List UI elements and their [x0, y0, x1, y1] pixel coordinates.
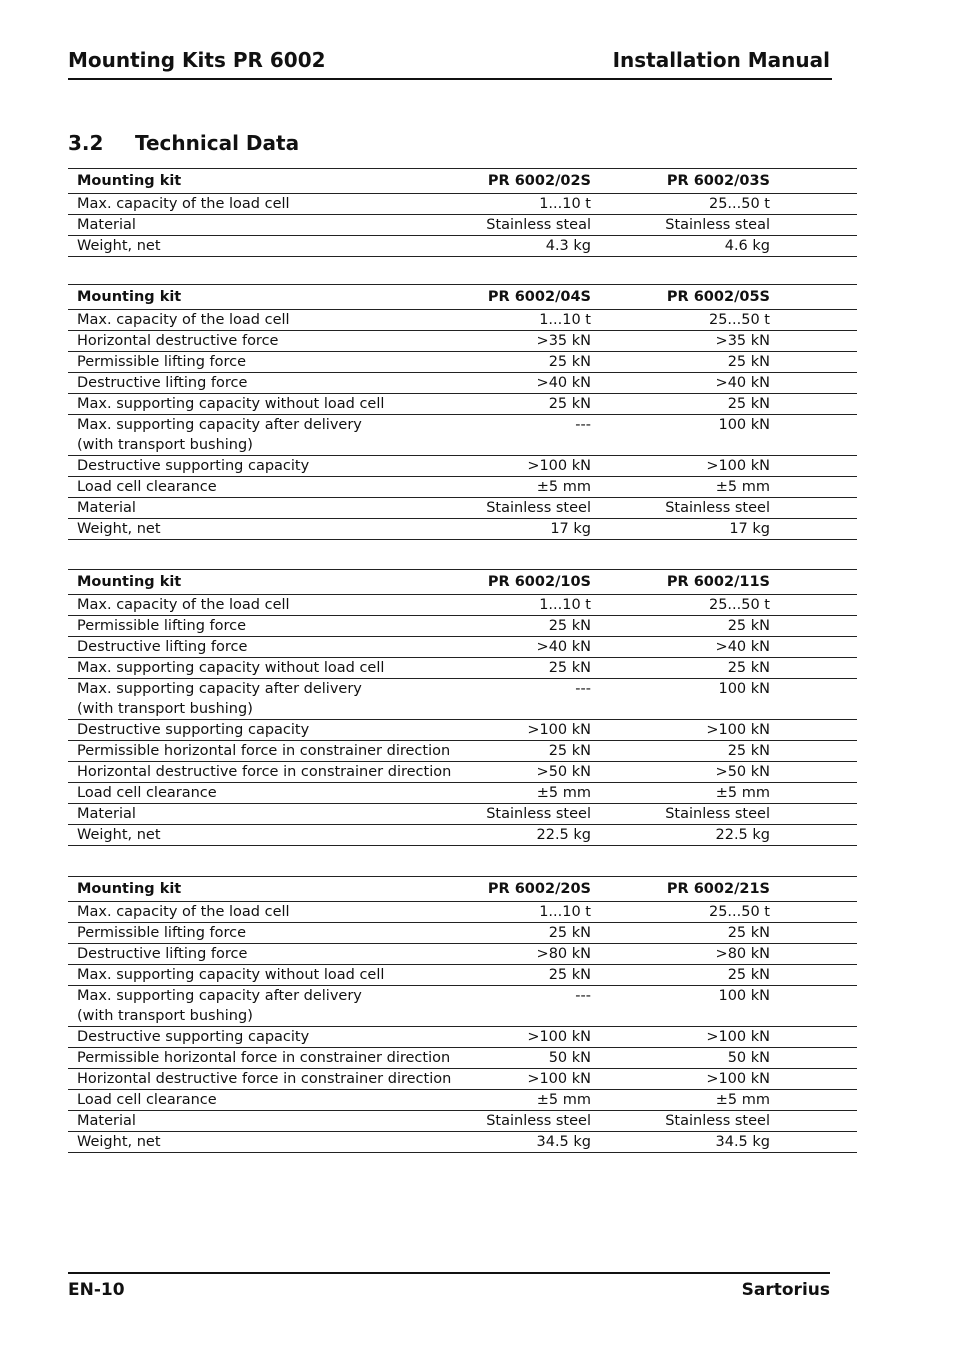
column-spacer [770, 285, 857, 310]
section-title: Technical Data [135, 131, 300, 155]
spec-value: 25 kN [467, 965, 591, 986]
spec-value: >50 kN [467, 762, 591, 783]
spec-value: 25 kN [591, 352, 770, 373]
table-row [68, 762, 857, 783]
table-row [68, 373, 857, 394]
spec-value: >80 kN [467, 944, 591, 965]
spec-value: 34.5 kg [591, 1132, 770, 1153]
spec-value: >100 kN [467, 456, 591, 477]
spec-value: Stainless steel [591, 804, 770, 825]
spec-value: 22.5 kg [467, 825, 591, 846]
spec-value: --- [467, 986, 591, 1027]
table-row [68, 352, 857, 373]
spec-value: 1...10 t [467, 902, 591, 923]
spec-value: 25 kN [467, 658, 591, 679]
row-spacer [770, 415, 857, 456]
column-header-label: Mounting kit [68, 570, 467, 595]
spec-label: Weight, net [68, 236, 467, 257]
manual-type: Installation Manual [612, 48, 830, 72]
column-header-label: Mounting kit [68, 285, 467, 310]
row-spacer [770, 720, 857, 741]
column-spacer [770, 877, 857, 902]
table-row [68, 616, 857, 637]
row-spacer [770, 762, 857, 783]
spec-value: >100 kN [591, 720, 770, 741]
spec-value: 25...50 t [591, 595, 770, 616]
spec-label: Material [68, 1111, 467, 1132]
spec-label: Permissible horizontal force in constrainer direction [68, 741, 467, 762]
table-row [68, 394, 857, 415]
spec-value: 25 kN [467, 741, 591, 762]
spec-value: 25...50 t [591, 310, 770, 331]
row-spacer [770, 215, 857, 236]
section-heading [68, 131, 299, 155]
table-row [68, 498, 857, 519]
spec-label: Max. supporting capacity without load cell [68, 658, 467, 679]
row-spacer [770, 804, 857, 825]
row-spacer [770, 986, 857, 1027]
spec-value: 100 kN [591, 986, 770, 1027]
row-spacer [770, 1027, 857, 1048]
spec-value: ±5 mm [467, 783, 591, 804]
row-spacer [770, 394, 857, 415]
spec-value: 100 kN [591, 679, 770, 720]
table-row [68, 331, 857, 352]
spec-label: Weight, net [68, 825, 467, 846]
spec-value: Stainless steal [591, 215, 770, 236]
column-spacer [770, 570, 857, 595]
spec-table-10s-11s [68, 569, 857, 846]
spec-label: Max. capacity of the load cell [68, 595, 467, 616]
spec-label: Destructive lifting force [68, 944, 467, 965]
section-number: 3.2 [68, 131, 104, 155]
column-header-model: PR 6002/02S [467, 169, 591, 194]
spec-value: --- [467, 415, 591, 456]
spec-value: Stainless steel [467, 804, 591, 825]
row-spacer [770, 595, 857, 616]
spec-label: Material [68, 498, 467, 519]
table-row [68, 658, 857, 679]
spec-label: Material [68, 804, 467, 825]
spec-value: >100 kN [467, 1027, 591, 1048]
spec-label: Horizontal destructive force [68, 331, 467, 352]
table-row [68, 804, 857, 825]
spec-value: >35 kN [591, 331, 770, 352]
column-header-label: Mounting kit [68, 877, 467, 902]
column-spacer [770, 169, 857, 194]
table-row [68, 215, 857, 236]
spec-label: Destructive supporting capacity [68, 720, 467, 741]
table-row [68, 415, 857, 456]
row-spacer [770, 783, 857, 804]
spec-label: Permissible horizontal force in constrainer direction [68, 1048, 467, 1069]
spec-value: 4.6 kg [591, 236, 770, 257]
spec-table-20s-21s [68, 876, 857, 1153]
page-footer [68, 1272, 830, 1300]
spec-value: >40 kN [591, 637, 770, 658]
spec-value: 25 kN [591, 394, 770, 415]
spec-value: 25 kN [591, 658, 770, 679]
spec-value: ±5 mm [467, 477, 591, 498]
spec-value: Stainless steal [467, 215, 591, 236]
table-header-row [68, 570, 857, 595]
column-header-label: Mounting kit [68, 169, 467, 194]
table-row [68, 236, 857, 257]
table-row [68, 310, 857, 331]
spec-value: >100 kN [467, 1069, 591, 1090]
row-spacer [770, 1111, 857, 1132]
spec-value: >80 kN [591, 944, 770, 965]
table-row [68, 1132, 857, 1153]
spec-value: 25...50 t [591, 194, 770, 215]
table-row [68, 456, 857, 477]
table-row [68, 944, 857, 965]
column-header-model: PR 6002/20S [467, 877, 591, 902]
table-row [68, 679, 857, 720]
table-row [68, 1111, 857, 1132]
table-row [68, 923, 857, 944]
row-spacer [770, 236, 857, 257]
spec-value: 4.3 kg [467, 236, 591, 257]
table-row [68, 519, 857, 540]
spec-label: Max. supporting capacity after delivery (with transport bushing) [68, 679, 467, 720]
spec-value: 25 kN [467, 394, 591, 415]
row-spacer [770, 658, 857, 679]
spec-label: Max. supporting capacity without load cell [68, 965, 467, 986]
spec-table-04s-05s [68, 284, 857, 540]
table-row [68, 741, 857, 762]
column-header-model: PR 6002/10S [467, 570, 591, 595]
row-spacer [770, 825, 857, 846]
spec-value: 25 kN [591, 741, 770, 762]
spec-value: 25 kN [591, 616, 770, 637]
spec-value: >40 kN [467, 373, 591, 394]
document-title: Mounting Kits PR 6002 [68, 48, 326, 72]
spec-value: >35 kN [467, 331, 591, 352]
spec-label: Weight, net [68, 1132, 467, 1153]
row-spacer [770, 944, 857, 965]
table-row [68, 902, 857, 923]
spec-value: Stainless steel [467, 1111, 591, 1132]
table-row [68, 194, 857, 215]
table-row [68, 1048, 857, 1069]
spec-value: >100 kN [591, 1069, 770, 1090]
spec-label: Horizontal destructive force in constrainer direction [68, 1069, 467, 1090]
spec-value: 17 kg [591, 519, 770, 540]
row-spacer [770, 1069, 857, 1090]
row-spacer [770, 477, 857, 498]
table-row [68, 1027, 857, 1048]
page-number: EN-10 [68, 1280, 125, 1300]
spec-value: 25 kN [591, 965, 770, 986]
spec-value: ±5 mm [467, 1090, 591, 1111]
spec-label: Destructive supporting capacity [68, 456, 467, 477]
column-header-model: PR 6002/21S [591, 877, 770, 902]
spec-label: Destructive supporting capacity [68, 1027, 467, 1048]
row-spacer [770, 923, 857, 944]
row-spacer [770, 1132, 857, 1153]
row-spacer [770, 616, 857, 637]
row-spacer [770, 310, 857, 331]
spec-label: Max. supporting capacity after delivery (with transport bushing) [68, 415, 467, 456]
spec-value: 25 kN [467, 352, 591, 373]
row-spacer [770, 902, 857, 923]
row-spacer [770, 331, 857, 352]
page-header [68, 46, 832, 80]
spec-label: Permissible lifting force [68, 616, 467, 637]
table-row [68, 637, 857, 658]
column-header-model: PR 6002/05S [591, 285, 770, 310]
spec-value: 25 kN [591, 923, 770, 944]
table-row [68, 1090, 857, 1111]
spec-label: Max. capacity of the load cell [68, 902, 467, 923]
row-spacer [770, 194, 857, 215]
spec-label: Load cell clearance [68, 783, 467, 804]
spec-value: Stainless steel [591, 498, 770, 519]
table-row [68, 1069, 857, 1090]
row-spacer [770, 741, 857, 762]
row-spacer [770, 679, 857, 720]
row-spacer [770, 965, 857, 986]
spec-value: ±5 mm [591, 1090, 770, 1111]
spec-value: >100 kN [467, 720, 591, 741]
row-spacer [770, 637, 857, 658]
spec-label: Max. capacity of the load cell [68, 194, 467, 215]
table-header-row [68, 285, 857, 310]
table-header-row [68, 169, 857, 194]
row-spacer [770, 498, 857, 519]
table-row [68, 825, 857, 846]
row-spacer [770, 352, 857, 373]
column-header-model: PR 6002/03S [591, 169, 770, 194]
spec-label: Max. supporting capacity without load cell [68, 394, 467, 415]
spec-value: ±5 mm [591, 783, 770, 804]
spec-value: 22.5 kg [591, 825, 770, 846]
spec-value: >100 kN [591, 456, 770, 477]
table-row [68, 783, 857, 804]
spec-label: Weight, net [68, 519, 467, 540]
column-header-model: PR 6002/04S [467, 285, 591, 310]
spec-label: Load cell clearance [68, 477, 467, 498]
spec-label: Permissible lifting force [68, 352, 467, 373]
spec-label: Destructive lifting force [68, 373, 467, 394]
table-row [68, 477, 857, 498]
table-row [68, 595, 857, 616]
spec-label: Max. supporting capacity after delivery (with transport bushing) [68, 986, 467, 1027]
spec-value: 1...10 t [467, 595, 591, 616]
row-spacer [770, 373, 857, 394]
spec-value: Stainless steel [467, 498, 591, 519]
spec-value: 25 kN [467, 923, 591, 944]
spec-value: >50 kN [591, 762, 770, 783]
spec-label: Load cell clearance [68, 1090, 467, 1111]
spec-value: ±5 mm [591, 477, 770, 498]
company-name: Sartorius [741, 1280, 830, 1300]
spec-value: 1...10 t [467, 310, 591, 331]
spec-value: >100 kN [591, 1027, 770, 1048]
spec-value: 25...50 t [591, 902, 770, 923]
spec-label: Destructive lifting force [68, 637, 467, 658]
table-header-row [68, 877, 857, 902]
row-spacer [770, 456, 857, 477]
spec-value: >40 kN [591, 373, 770, 394]
spec-value: 25 kN [467, 616, 591, 637]
row-spacer [770, 1090, 857, 1111]
row-spacer [770, 1048, 857, 1069]
spec-value: 34.5 kg [467, 1132, 591, 1153]
spec-value: >40 kN [467, 637, 591, 658]
column-header-model: PR 6002/11S [591, 570, 770, 595]
table-row [68, 965, 857, 986]
spec-value: 17 kg [467, 519, 591, 540]
table-row [68, 720, 857, 741]
table-row [68, 986, 857, 1027]
spec-value: Stainless steel [591, 1111, 770, 1132]
spec-label: Permissible lifting force [68, 923, 467, 944]
spec-value: --- [467, 679, 591, 720]
spec-value: 1...10 t [467, 194, 591, 215]
spec-value: 100 kN [591, 415, 770, 456]
spec-value: 50 kN [591, 1048, 770, 1069]
spec-table-02s-03s [68, 168, 857, 257]
spec-label: Max. capacity of the load cell [68, 310, 467, 331]
spec-value: 50 kN [467, 1048, 591, 1069]
spec-label: Horizontal destructive force in constrainer direction [68, 762, 467, 783]
row-spacer [770, 519, 857, 540]
spec-label: Material [68, 215, 467, 236]
